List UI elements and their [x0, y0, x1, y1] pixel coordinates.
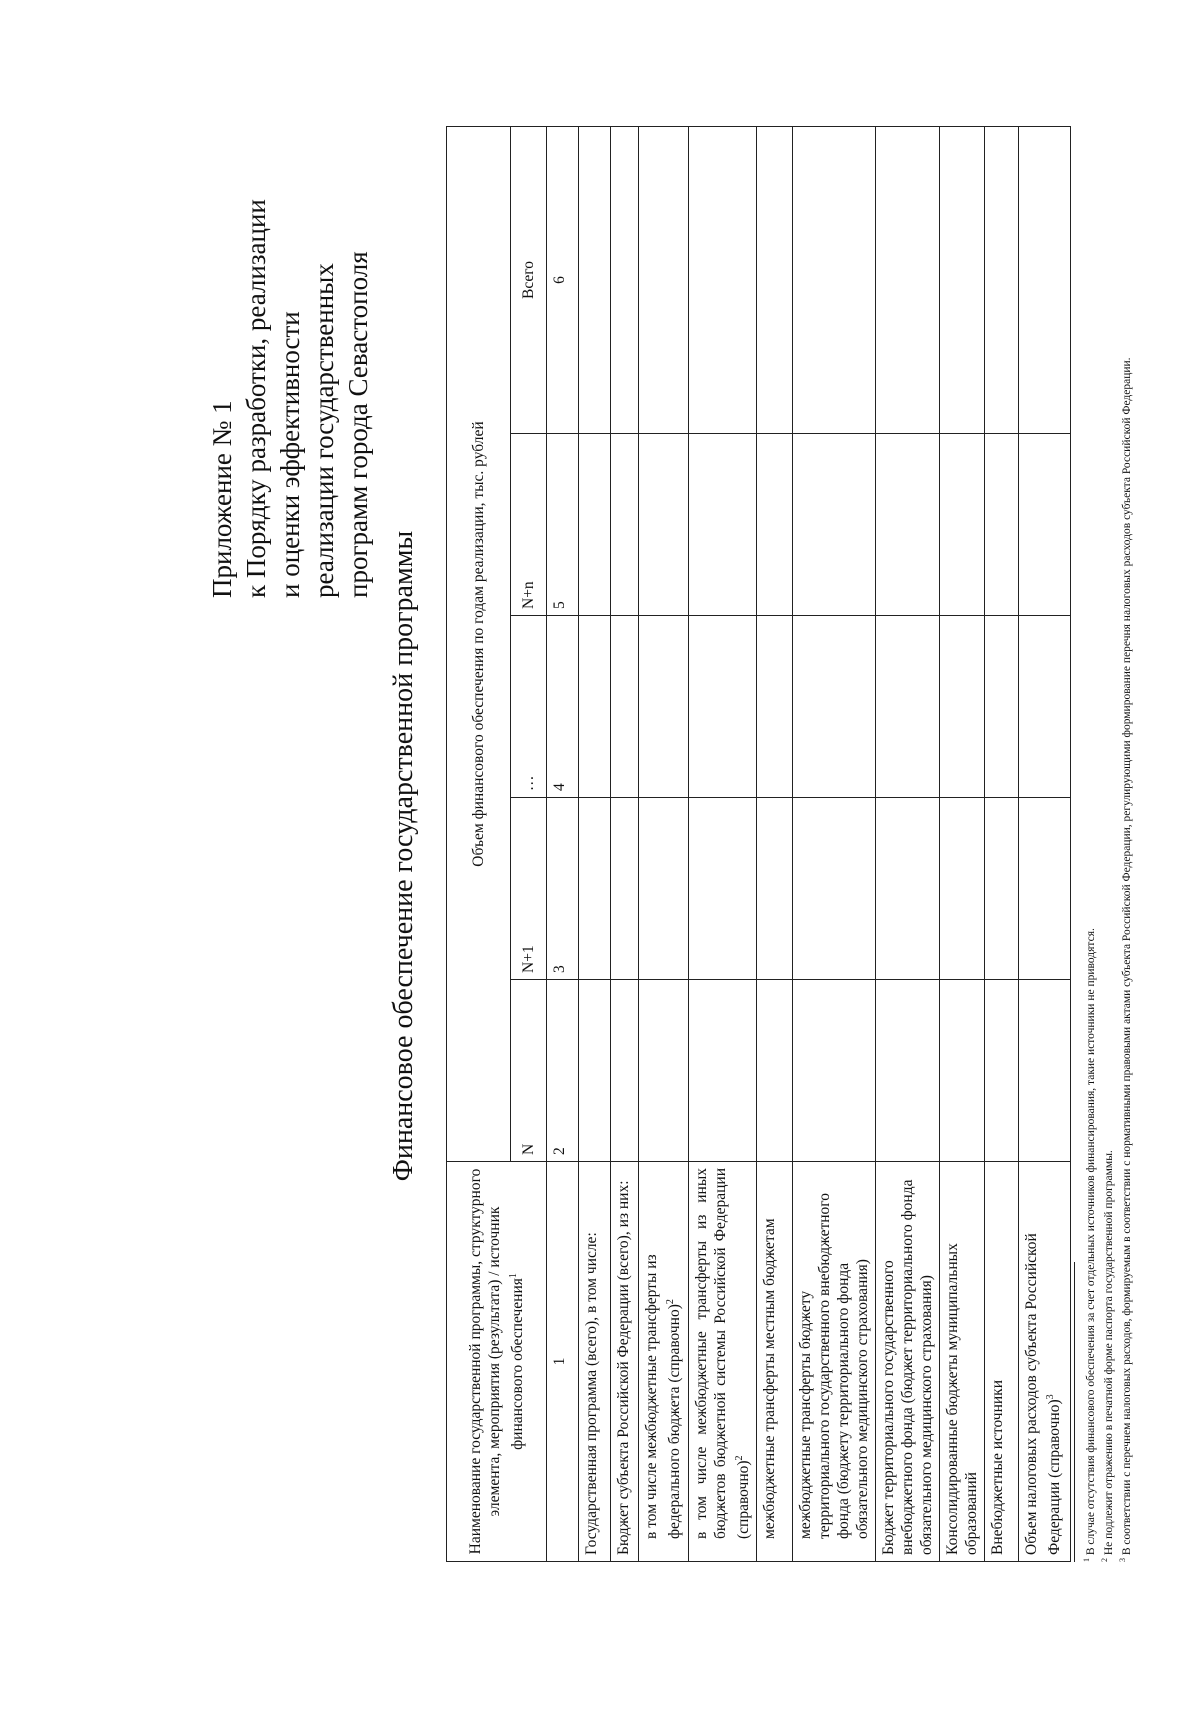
- year-header-ellipsis: …: [511, 616, 547, 798]
- value-cell: [876, 616, 940, 798]
- value-cell: [639, 126, 689, 433]
- column-number: 5: [547, 434, 579, 616]
- footnote: $^3$ В соответствии с перечнем налоговых расходов, формируемым в соответствии с нормативными правовыми актами субъекта Российской Федерации, регулирующими формирование перечня налоговых расходов субъекта Российской Федерации.: [1117, 357, 1133, 1562]
- table-row: [689, 126, 757, 1561]
- table-row: [876, 126, 940, 1561]
- row-label: в том числе межбюджетные трансферты из федерального бюджета (справочно)$^2$: [639, 1162, 689, 1562]
- footnotes: [1080, 122, 1133, 1562]
- value-cell: [611, 980, 639, 1162]
- table-row: [757, 126, 793, 1561]
- year-header-n1: N+1: [511, 798, 547, 980]
- value-cell: [689, 980, 757, 1162]
- row-label: Внебюджетные источники: [985, 1162, 1019, 1562]
- value-cell: [793, 980, 876, 1162]
- value-cell: [876, 798, 940, 980]
- value-cell: [985, 126, 1019, 433]
- value-cell: [793, 798, 876, 980]
- column-number: 4: [547, 616, 579, 798]
- value-cell: [985, 980, 1019, 1162]
- column-number: 3: [547, 798, 579, 980]
- row-label: Консолидированные бюджеты муниципальных образований: [940, 1162, 985, 1562]
- table-row: [1019, 126, 1071, 1561]
- value-cell: [793, 434, 876, 616]
- value-cell: [579, 434, 611, 616]
- value-cell: [940, 616, 985, 798]
- value-cell: [1019, 980, 1071, 1162]
- value-cell: [689, 616, 757, 798]
- value-cell: [985, 434, 1019, 616]
- appendix-line: реализации государственных: [309, 263, 339, 598]
- value-cell: [579, 616, 611, 798]
- financing-table: [446, 126, 1071, 1562]
- value-cell: [757, 126, 793, 433]
- value-cell: [639, 434, 689, 616]
- col-name-header: Наименование государственной программы, структурного элемента, мероприятия (результата) / источник финансового обеспечения$^1$: [447, 1162, 547, 1562]
- value-cell: [940, 798, 985, 980]
- value-cell: [689, 434, 757, 616]
- year-header-n: N: [511, 980, 547, 1162]
- value-cell: [876, 434, 940, 616]
- appendix-line: к Порядку разработки, реализации: [241, 199, 271, 598]
- value-cell: [1019, 434, 1071, 616]
- value-cell: [793, 616, 876, 798]
- row-label: межбюджетные трансферты бюджету территориального государственного внебюджетного фонда (бюджету территориального фонда обязательного медицинского страхования): [793, 1162, 876, 1562]
- value-cell: [639, 980, 689, 1162]
- year-header-total: Всего: [511, 126, 547, 433]
- value-cell: [611, 434, 639, 616]
- value-cell: [757, 616, 793, 798]
- value-cell: [793, 126, 876, 433]
- footnote: $^1$ В случае отсутствия финансового обеспечения за счет отдельных источников финансирования, такие источники не приводятся.: [1082, 928, 1097, 1562]
- footnote-divider: [1074, 1262, 1075, 1562]
- column-number-row: [547, 126, 579, 1561]
- value-cell: [940, 980, 985, 1162]
- row-label: Объем налоговых расходов субъекта Российской Федерации (справочно)$^3$: [1019, 1162, 1071, 1562]
- value-cell: [579, 980, 611, 1162]
- row-label: Бюджет территориального государственного внебюджетного фонда (бюджет территориального фонда обязательного медицинского страхования): [876, 1162, 940, 1562]
- row-label: Государственная программа (всего), в том числе:: [579, 1162, 611, 1562]
- value-cell: [985, 616, 1019, 798]
- row-label: Бюджет субъекта Российской Федерации (всего), из них:: [611, 1162, 639, 1562]
- value-cell: [876, 980, 940, 1162]
- document-title: Финансовое обеспечение государственной программы: [388, 530, 419, 1182]
- value-cell: [757, 434, 793, 616]
- value-cell: [757, 798, 793, 980]
- value-cell: [639, 798, 689, 980]
- column-number: 6: [547, 126, 579, 433]
- value-cell: [611, 798, 639, 980]
- value-cell: [579, 798, 611, 980]
- value-cell: [876, 126, 940, 433]
- appendix-header: [205, 158, 375, 598]
- row-label: межбюджетные трансферты местным бюджетам: [757, 1162, 793, 1562]
- value-cell: [940, 434, 985, 616]
- year-header-nn: N+n: [511, 434, 547, 616]
- table-row: [985, 126, 1019, 1561]
- value-cell: [611, 616, 639, 798]
- value-cell: [639, 616, 689, 798]
- value-cell: [940, 126, 985, 433]
- value-cell: [1019, 616, 1071, 798]
- table-row: [611, 126, 639, 1561]
- col-group-header: Объем финансового обеспечения по годам реализации, тыс. рублей: [447, 126, 511, 1161]
- appendix-line: и оценки эффективности: [275, 311, 305, 598]
- value-cell: [985, 798, 1019, 980]
- row-label: в том числе межбюджетные трансферты из иных бюджетов бюджетной системы Российской Федерации (справочно)$^2$: [689, 1162, 757, 1562]
- column-number: 1: [547, 1162, 579, 1562]
- value-cell: [1019, 126, 1071, 433]
- value-cell: [689, 126, 757, 433]
- value-cell: [1019, 798, 1071, 980]
- value-cell: [757, 980, 793, 1162]
- value-cell: [579, 126, 611, 433]
- appendix-line: программ города Севастополя: [343, 251, 373, 598]
- table-row: [579, 126, 611, 1561]
- column-number: 2: [547, 980, 579, 1162]
- value-cell: [689, 798, 757, 980]
- footnote: $^2$ Не подлежит отражению в печатной форме паспорта государственной программы.: [1099, 1150, 1115, 1562]
- table-row: [639, 126, 689, 1561]
- table-row: [940, 126, 985, 1561]
- value-cell: [611, 126, 639, 433]
- table-row: [793, 126, 876, 1561]
- appendix-line: Приложение № 1: [207, 400, 237, 598]
